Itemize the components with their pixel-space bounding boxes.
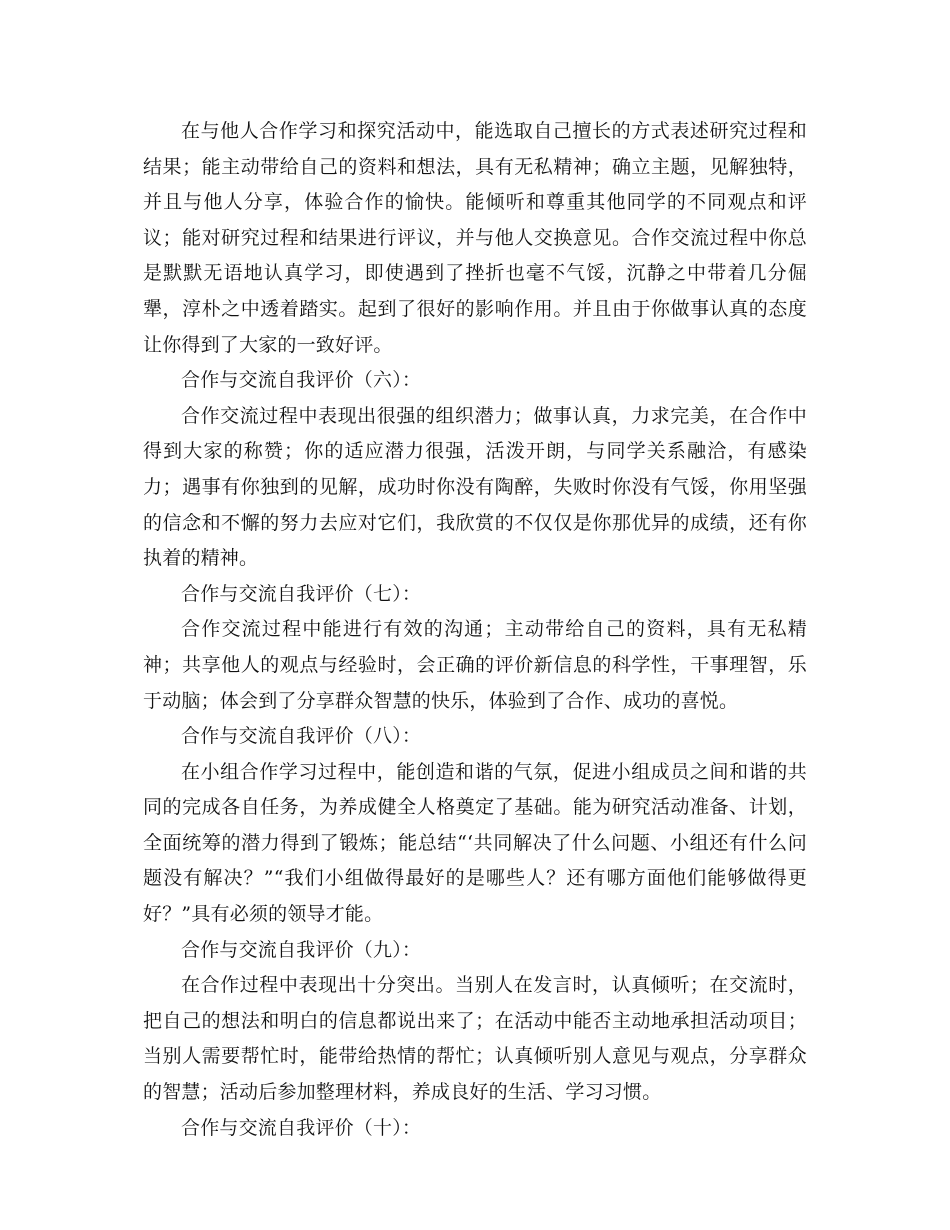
paragraph-6: 合作交流过程中表现出很强的组织潜力；做事认真，力求完美，在合作中得到大家的称赞；你的适应潜力很强，活泼开朗，与同学关系融洽，有感染力；遇事有你独到的见解，成功时你没有陶醉，失败时你没有气馁，你用坚强的信念和不懈的努力去应对它们，我欣赏的不仅仅是你那优异的成绩，还有你执着的精神。 xyxy=(143,404,807,570)
section-heading-8: 合作与交流自我评价（八）： xyxy=(181,725,422,748)
paragraph-8: 在小组合作学习过程中，能创造和谐的气氛，促进小组成员之间和谐的共同的完成各自任务，为养成健全人格奠定了基础。能为研究活动准备、计划，全面统筹的潜力得到了锻炼；能总结“‘共同解决了什么问题、小组还有什么问题没有解决？”“我们小组做得最好的是哪些人？还有哪方面他们能够做得更好？”具有必须的领导才能。 xyxy=(143,760,807,926)
document-body xyxy=(143,114,807,1146)
paragraph-9: 在合作过程中表现出十分突出。当别人在发言时，认真倾听；在交流时，把自己的想法和明白的信息都说出来了；在活动中能否主动地承担活动项目；当别人需要帮忙时，能带给热情的帮忙；认真倾听别人意见与观点，分享群众的智慧；活动后参加整理材料，养成良好的生活、学习习惯。 xyxy=(143,974,807,1104)
paragraph-7: 合作交流过程中能进行有效的沟通；主动带给自己的资料，具有无私精神；共享他人的观点与经验时，会正确的评价新信息的科学性，干事理智，乐于动脑；体会到了分享群众智慧的快乐，体验到了合作、成功的喜悦。 xyxy=(143,618,807,712)
section-heading-9: 合作与交流自我评价（九）： xyxy=(181,938,422,961)
section-heading-6: 合作与交流自我评价（六）： xyxy=(181,369,422,392)
section-heading-10: 合作与交流自我评价（十）： xyxy=(181,1116,422,1139)
section-heading-7: 合作与交流自我评价（七）： xyxy=(181,582,422,605)
paragraph-intro: 在与他人合作学习和探究活动中，能选取自己擅长的方式表述研究过程和结果；能主动带给自己的资料和想法，具有无私精神；确立主题，见解独特，并且与他人分享，体验合作的愉快。能倾听和尊重其他同学的不同观点和评议；能对研究过程和结果进行评议，并与他人交换意见。合作交流过程中你总是默默无语地认真学习，即使遇到了挫折也毫不气馁，沉静之中带着几分倔犟，淳朴之中透着踏实。起到了很好的影响作用。并且由于你做事认真的态度让你得到了大家的一致好评。 xyxy=(143,120,807,356)
